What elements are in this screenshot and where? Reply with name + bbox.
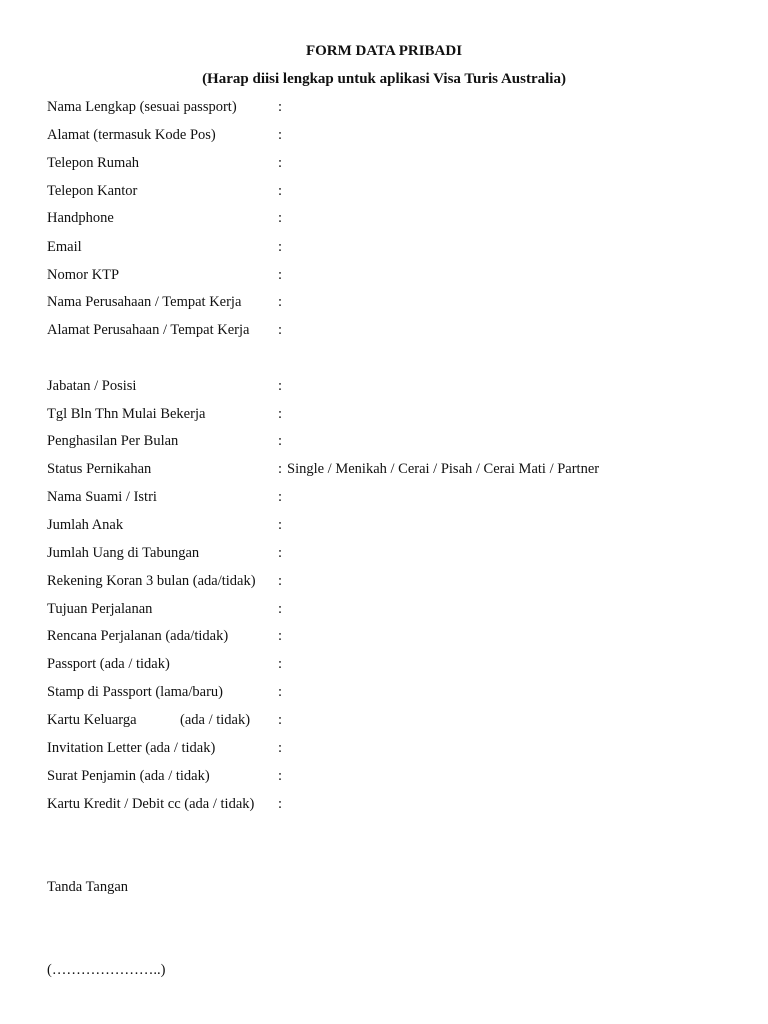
field-separator: : — [278, 628, 283, 644]
field-separator: : — [278, 461, 283, 477]
field-label: Tgl Bln Thn Mulai Bekerja — [47, 406, 206, 422]
field-separator: : — [278, 489, 283, 505]
field-label: Handphone — [47, 210, 114, 226]
field-label: Kartu Keluarga (ada / tidak) — [47, 712, 251, 728]
field-separator: : — [278, 99, 283, 115]
field-label: Kartu Kredit / Debit cc (ada / tidak) — [47, 796, 255, 812]
field-label: Alamat (termasuk Kode Pos) — [47, 127, 216, 143]
field-label: Penghasilan Per Bulan — [47, 433, 179, 449]
field-label: Telepon Rumah — [47, 155, 140, 171]
field-label: Stamp di Passport (lama/baru) — [47, 684, 223, 700]
field-label: Passport (ada / tidak) — [47, 656, 170, 672]
field-separator: : — [278, 322, 283, 338]
field-label: Rekening Koran 3 bulan (ada/tidak) — [47, 573, 256, 589]
field-label: Rencana Perjalanan (ada/tidak) — [47, 628, 229, 644]
field-separator: : — [278, 712, 283, 728]
field-separator: : — [278, 768, 283, 784]
field-label: Invitation Letter (ada / tidak) — [47, 740, 216, 756]
field-separator: : — [278, 433, 283, 449]
form-title: FORM DATA PRIBADI — [305, 43, 463, 59]
field-separator: : — [278, 183, 283, 199]
field-separator: : — [278, 545, 283, 561]
field-label: Jabatan / Posisi — [47, 378, 137, 394]
field-separator: : — [278, 601, 283, 617]
field-label: Jumlah Uang di Tabungan — [47, 545, 200, 561]
signature-label: Tanda Tangan — [47, 879, 129, 895]
field-label: Status Pernikahan — [47, 461, 152, 477]
field-separator: : — [278, 573, 283, 589]
field-separator: : — [278, 656, 283, 672]
field-separator: : — [278, 740, 283, 756]
field-label: Telepon Kantor — [47, 183, 138, 199]
field-value[interactable]: Single / Menikah / Cerai / Pisah / Cerai Mati / Partner — [287, 461, 600, 477]
field-label: Surat Penjamin (ada / tidak) — [47, 768, 210, 784]
field-separator: : — [278, 155, 283, 171]
field-separator: : — [278, 796, 283, 812]
field-label: Tujuan Perjalanan — [47, 601, 153, 617]
field-separator: : — [278, 267, 283, 283]
field-separator: : — [278, 127, 283, 143]
signature-line: (…………………..) — [47, 962, 166, 978]
field-label: Nomor KTP — [47, 267, 120, 283]
field-separator: : — [278, 378, 283, 394]
field-label: Email — [47, 239, 82, 255]
form-subtitle: (Harap diisi lengkap untuk aplikasi Visa Turis Australia) — [202, 71, 566, 87]
field-separator: : — [278, 517, 283, 533]
field-separator: : — [278, 684, 283, 700]
field-separator: : — [278, 239, 283, 255]
field-separator: : — [278, 406, 283, 422]
field-separator: : — [278, 294, 283, 310]
field-label: Jumlah Anak — [47, 517, 124, 533]
field-label: Alamat Perusahaan / Tempat Kerja — [47, 322, 250, 338]
field-label: Nama Lengkap (sesuai passport) — [47, 99, 237, 115]
field-separator: : — [278, 210, 283, 226]
field-label: Nama Suami / Istri — [47, 489, 157, 505]
field-label: Nama Perusahaan / Tempat Kerja — [47, 294, 242, 310]
